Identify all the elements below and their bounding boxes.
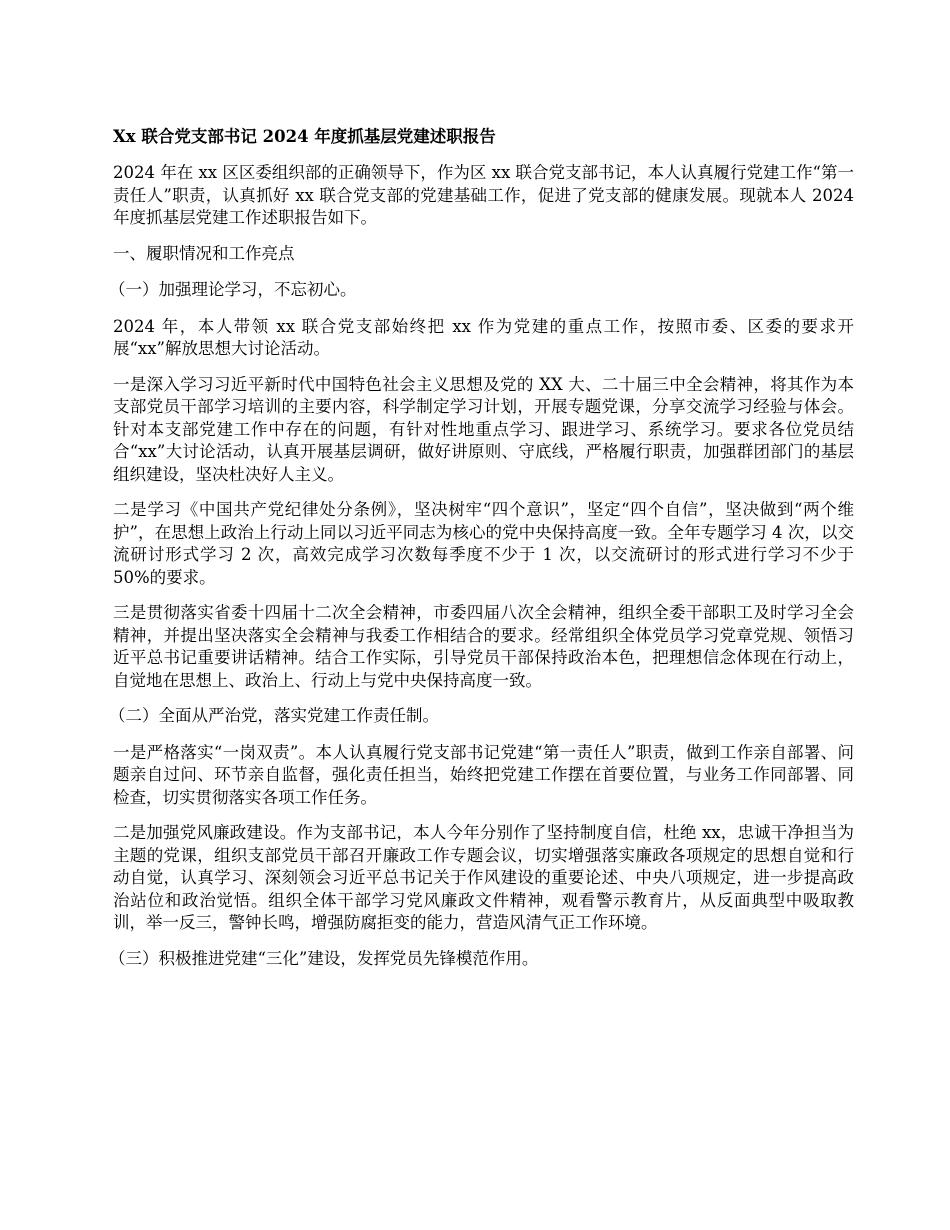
paragraph: 一是严格落实“一岗双责”。本人认真履行党支部书记党建“第一责任人”职责，做到工作亲自部署、问题亲自过问、环节亲自监督，强化责任担当，始终把党建工作摆在首要位置，与业务工作同部署、同检查，切实贯彻落实各项工作任务。 xyxy=(113,742,854,807)
subsection-heading-3: （三）积极推进党建“三化”建设，发挥党员先锋模范作用。 xyxy=(109,948,539,968)
subsection-heading-1: （一）加强理论学习，不忘初心。 xyxy=(109,280,357,299)
paragraph: 二是加强党风廉政建设。作为支部书记，本人今年分别作了坚持制度自信，杜绝 xx，忠诚干净担当为主题的党课，组织支部党员干部召开廉政工作专题会议，切实增强落实廉政各项规定的思想自觉和行动自觉，认真学习、深刻领会习近平总书记关于作风建设的重要论述、中央八项规定，进一步提高政治站位和政治觉悟。组织全体干部学习党风廉政文件精神，观看警示教育片，从反面典型中吸取教训，举一反三，警钟长鸣，增强防腐拒变的能力，营造风清气正工作环境。 xyxy=(113,823,854,932)
document-title: Xx 联合党支部书记 2024 年度抓基层党建述职报告 xyxy=(113,127,496,146)
paragraph: 二是学习《中国共产党纪律处分条例》，坚决树牢“四个意识”，坚定“四个自信”，坚决做到“两个维护”，在思想上政治上行动上同以习近平同志为核心的党中央保持高度一致。全年专题学习 4 次，以交流研讨形式学习 2 次，高效完成学习次数每季度不少于 1 次，以交流研讨的形式进行学习不少于 50%的要求。 xyxy=(113,500,854,587)
intro-paragraph: 2024 年在 xx 区区委组织部的正确领导下，作为区 xx 联合党支部书记，本人认真履行党建工作“第一责任人”职责，认真抓好 xx 联合党支部的党建基础工作，促进了党支部的健康发展。现就本人 2024 年度抓基层党建工作述职报告如下。 xyxy=(113,163,854,227)
paragraph: 三是贯彻落实省委十四届十二次全会精神，市委四届八次全会精神，组织全委干部职工及时学习全会精神，并提出坚决落实全会精神与我委工作相结合的要求。经常组织全体党员学习党章党规、领悟习近平总书记重要讲话精神。结合工作实际，引导党员干部保持政治本色，把理想信念体现在行动上，自觉地在思想上、政治上、行动上与党中央保持高度一致。 xyxy=(113,603,854,690)
paragraph: 一是深入学习习近平新时代中国特色社会主义思想及党的 XX 大、二十届三中全会精神，将其作为本支部党员干部学习培训的主要内容，科学制定学习计划，开展专题党课，分享交流学习经验与体会。针对本支部党建工作中存在的问题，有针对性地重点学习、跟进学习、系统学习。要求各位党员结合“xx”大讨论活动，认真开展基层调研，做好讲原则、守底线，严格履行职责，加强群团部门的基层组织建设，坚决杜决好人主义。 xyxy=(113,374,854,484)
paragraph: 2024 年，本人带领 xx 联合党支部始终把 xx 作为党建的重点工作，按照市委、区委的要求开展“xx”解放思想大讨论活动。 xyxy=(113,316,854,358)
subsection-heading-2: （二）全面从严治党，落实党建工作责任制。 xyxy=(109,706,439,725)
section-heading-1: 一、履职情况和工作亮点 xyxy=(113,243,295,263)
